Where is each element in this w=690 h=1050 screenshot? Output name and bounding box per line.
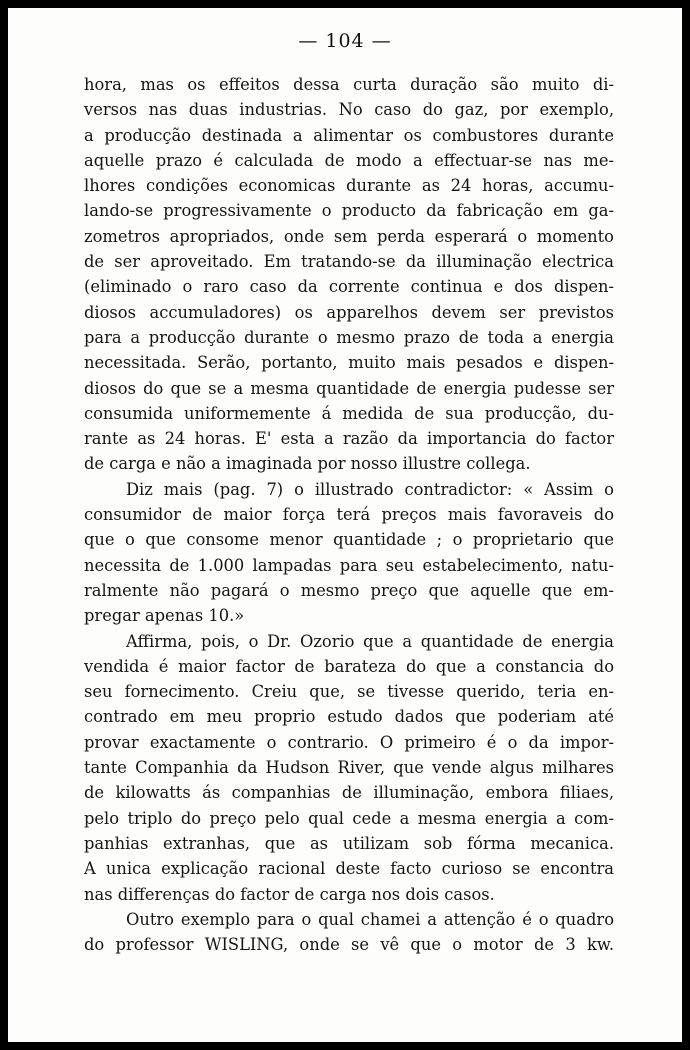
text-line: (eliminado o raro caso da corrente continua e dos dispen- <box>84 277 614 297</box>
text-line: lando-se progressivamente o producto da fabricação em ga- <box>84 201 614 221</box>
text-line: ralmente não pagará o mesmo preço que aquelle que em- <box>84 580 614 600</box>
text-line: necessita de 1.000 lampadas para seu estabelecimento, natu- <box>84 555 614 575</box>
text-line: rante as 24 horas. E' esta a razão da importancia do factor <box>84 429 614 449</box>
text-line: de carga e não a imaginada por nosso illustre collega. <box>84 454 531 474</box>
text-line: de ser aproveitado. Em tratando-se da illuminação electrica <box>84 252 614 272</box>
text-line: tante Companhia da Hudson River, que vende algus milhares <box>84 758 614 778</box>
text-line: lhores condições economicas durante as 24 horas, accumu- <box>84 176 614 196</box>
paragraph <box>84 72 614 477</box>
paragraph <box>84 477 614 629</box>
text-line: diosos accumuladores) os apparelhos devem ser previstos <box>84 302 614 322</box>
text-line: contrado em meu proprio estudo dados que poderiam até <box>84 707 614 727</box>
text-line: diosos do que se a mesma quantidade de energia pudesse ser <box>84 378 614 398</box>
text-line: seu fornecimento. Creiu que, se tivesse querido, teria en- <box>84 682 614 702</box>
text-line: aquelle prazo é calculada de modo a effectuar-se nas me- <box>84 150 614 170</box>
paragraph <box>84 907 614 958</box>
text-line: panhias extranhas, que as utilizam sob fórma mecanica. <box>84 833 614 853</box>
text-line: para a producção durante o mesmo prazo de toda a energia <box>84 327 614 347</box>
page-number-header: — 104 — <box>298 30 392 52</box>
text-line: Outro exemplo para o qual chamei a attenção é o quadro <box>126 909 614 929</box>
document-page <box>8 8 682 1042</box>
text-line: zometros apropriados, onde sem perda esperará o momento <box>84 226 614 246</box>
text-line: pregar apenas 10.» <box>84 606 245 626</box>
text-line: Diz mais (pag. 7) o illustrado contradictor: « Assim o <box>126 479 614 499</box>
body-text <box>84 72 614 957</box>
text-line: versos nas duas industrias. No caso do gaz, por exemplo, <box>84 100 614 120</box>
text-line: necessitada. Serão, portanto, muito mais pesados e dispen- <box>84 353 614 373</box>
paragraph <box>84 629 614 907</box>
text-line: a producção destinada a alimentar os combustores durante <box>84 125 614 145</box>
text-line: Affirma, pois, o Dr. Ozorio que a quantidade de energia <box>126 631 614 651</box>
text-line: do professor WISLING, onde se vê que o motor de 3 kw. <box>84 935 614 955</box>
text-line: de kilowatts ás companhias de illuminação, embora filiaes, <box>84 783 614 803</box>
text-line: pelo triplo do preço pelo qual cede a mesma energia a com- <box>84 808 614 828</box>
text-line: A unica explicação racional deste facto curioso se encontra <box>84 859 614 879</box>
text-line: hora, mas os effeitos dessa curta duração são muito di- <box>84 75 614 94</box>
text-line: vendida é maior factor de barateza do que a constancia do <box>84 656 614 676</box>
text-line: provar exactamente o contrario. O primeiro é o da impor- <box>84 732 614 752</box>
text-line: consumida uniformemente á medida de sua producção, du- <box>84 403 614 423</box>
text-line: consumidor de maior força terá preços mais favoraveis do <box>84 505 614 525</box>
text-line: nas differenças do factor de carga nos dois casos. <box>84 884 495 904</box>
text-line: que o que consome menor quantidade ; o proprietario que <box>84 530 614 550</box>
